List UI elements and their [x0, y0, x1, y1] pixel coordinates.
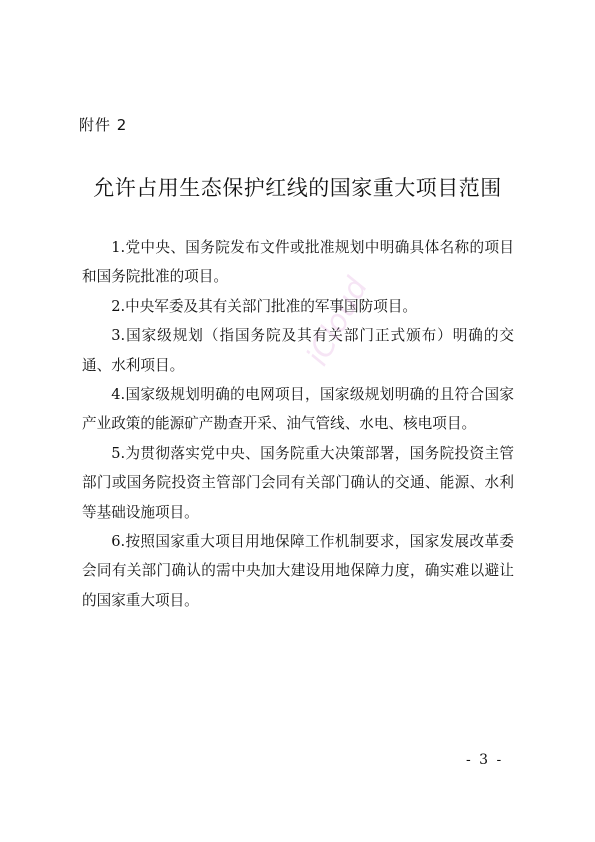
attachment-label: 附件 2	[79, 116, 128, 134]
paragraph-1: 1.党中央、国务院发布文件或批准规划中明确具体名称的项目和国务院批准的项目。	[82, 239, 514, 286]
paragraph-6: 6.按照国家重大项目用地保障工作机制要求，国家发展改革委会同有关部门确认的需中央加大建设用地保障力度，确实难以避让的国家重大项目。	[82, 533, 514, 609]
document-body	[82, 233, 514, 615]
paragraph-3: 3.国家级规划（指国务院及其有关部门正式颁布）明确的交通、水利项目。	[82, 327, 514, 374]
watermark: iCloud	[300, 271, 376, 372]
paragraph-4: 4.国家级规划明确的电网项目，国家级规划明确的且符合国家产业政策的能源矿产勘查开采、油气管线、水电、核电项目。	[82, 386, 514, 433]
paragraph-2: 2.中央军委及其有关部门批准的军事国防项目。	[111, 297, 417, 315]
paragraph-5: 5.为贯彻落实党中央、国务院重大决策部署，国务院投资主管部门或国务院投资主管部门会同有关部门确认的交通、能源、水利等基础设施项目。	[82, 444, 514, 521]
document-title: 允许占用生态保护红线的国家重大项目范围	[93, 176, 502, 200]
page-number: - 3 -	[466, 752, 504, 768]
